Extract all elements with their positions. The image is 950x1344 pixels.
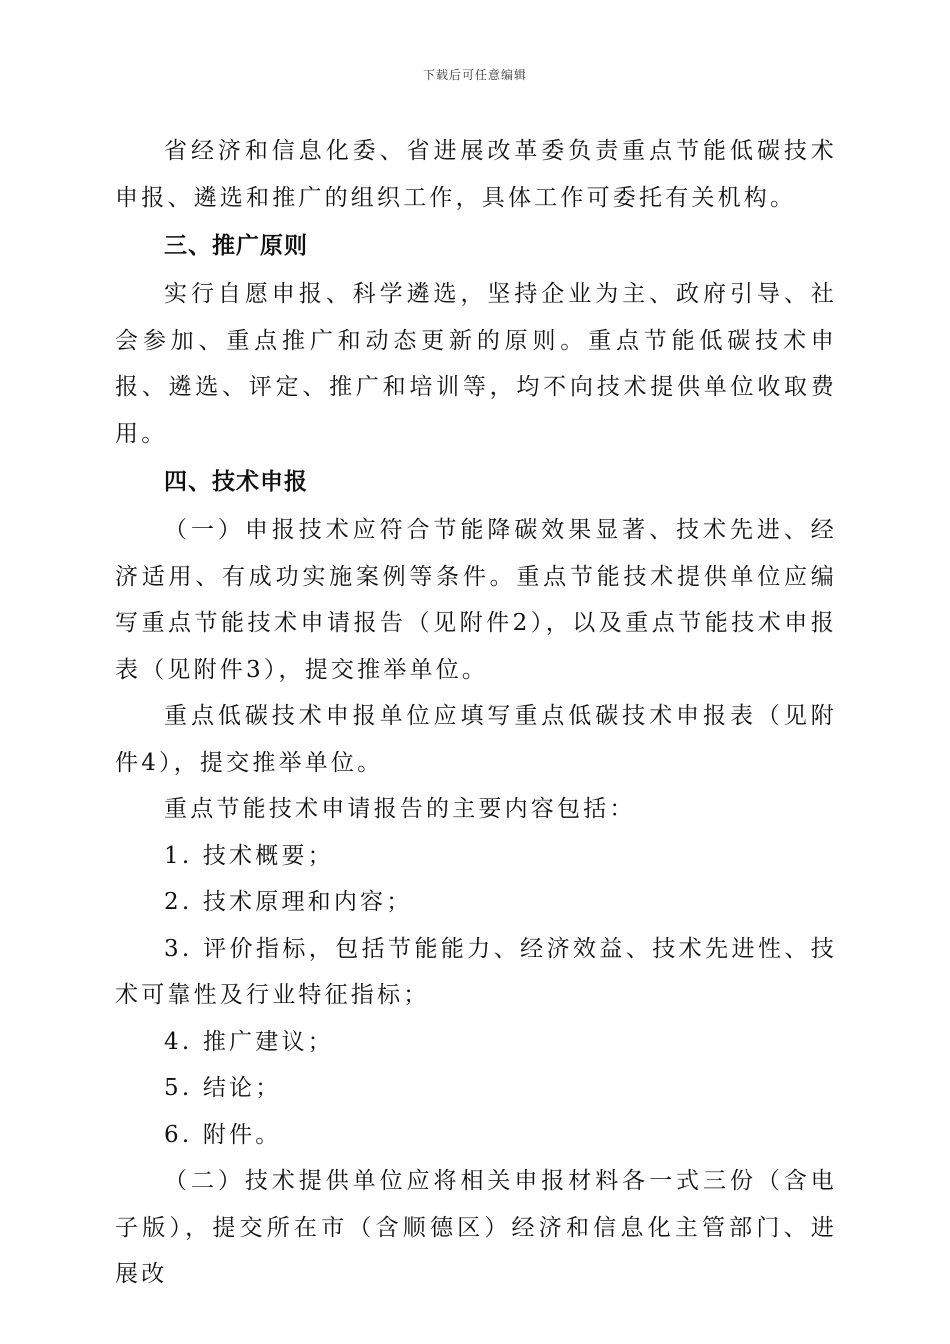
paragraph-report-contents-intro: 重点节能技术申请报告的主要内容包括： [164,796,636,822]
section-heading-application: 四、技术申报 [164,469,308,495]
list-item: 4. 推广建议； [164,1028,334,1055]
paragraph-principles: 实行自愿申报、科学遴选，坚持企业为主、政府引导、社会参加、重点推广和动态更新的原则。重点节能低碳技术申报、遴选、评定、推广和培训等，均不向技术提供单位收取费用。 [115,281,837,447]
paragraph-application-2: （二）技术提供单位应将相关申报材料各一式三份（含电子版），提交所在市（含顺德区）经济和信息化主管部门、进展改 [115,1168,837,1287]
list-item: 2. 技术原理和内容； [164,889,413,915]
paragraph-application-1: （一）申报技术应符合节能降碳效果显著、技术先进、经济适用、有成功实施案例等条件。重点节能技术提供单位应编写重点节能技术申请报告（见附件2），以及重点节能技术申报表（见附件3），提交推举单位。 [115,517,837,683]
list-item: 6. 附件。 [164,1121,282,1148]
page-header: 下载后可任意编辑 [422,68,527,82]
list-item: 5. 结论； [164,1075,282,1101]
list-item: 1. 技术概要； [164,842,334,869]
paragraph-responsibility: 省经济和信息化委、省进展改革委负责重点节能低碳技术申报、遴选和推广的组织工作，具体工作可委托有关机构。 [115,138,837,211]
paragraph-lowcarbon-application: 重点低碳技术申报单位应填写重点低碳技术申报表（见附件4），提交推举单位。 [115,703,837,776]
document-body [115,128,837,1298]
list-item: 3. 评价指标，包括节能能力、经济效益、技术先进性、技术可靠性及行业特征指标； [115,935,837,1008]
section-heading-principles: 三、推广原则 [164,233,308,259]
